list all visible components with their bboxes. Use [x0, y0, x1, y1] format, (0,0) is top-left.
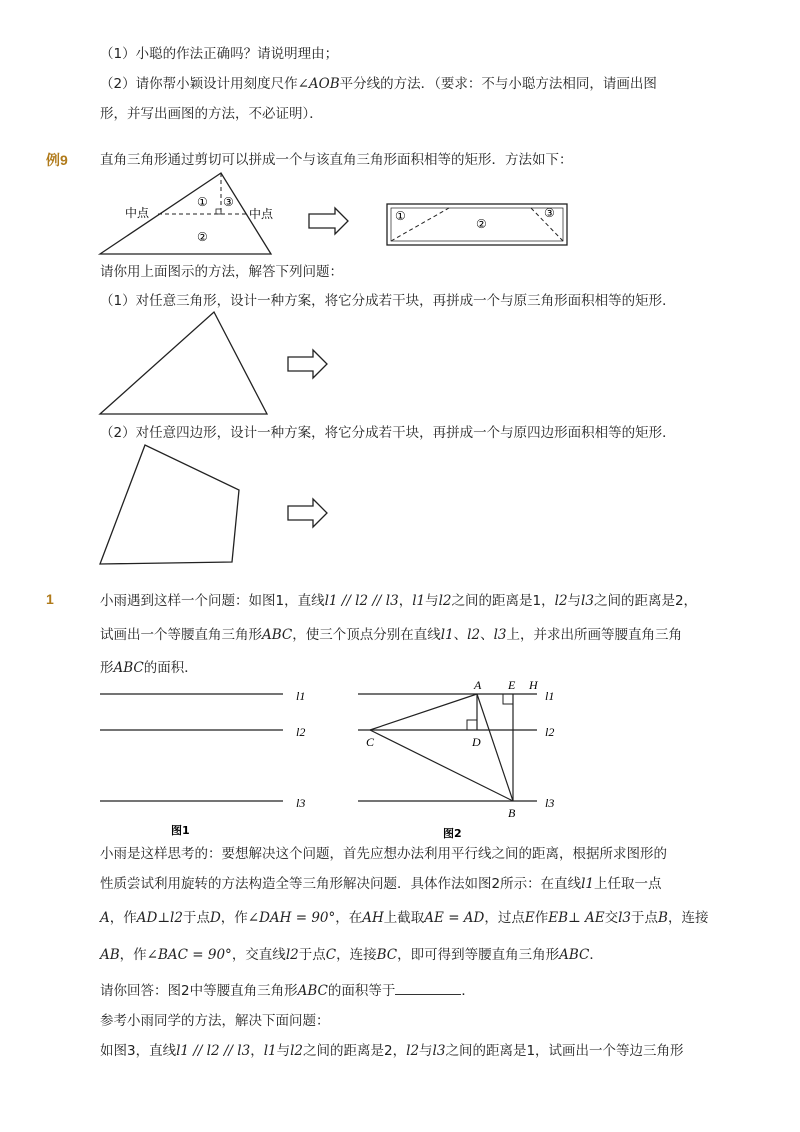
text: ，连接 [667, 910, 709, 926]
text: 形 [100, 660, 114, 676]
text: 试画出一个等腰直角三角形 [100, 627, 262, 643]
midpoint-left-label: 中点 [125, 206, 150, 220]
line-l2: l2 [290, 1043, 304, 1059]
point-e: E [524, 910, 535, 926]
text: 的面积等于 [327, 983, 396, 999]
text: ，作 [109, 910, 137, 926]
text: 与 [276, 1043, 291, 1059]
right-angle-mark-d [467, 720, 477, 730]
point-d: D [209, 910, 221, 926]
right-angle-mark-e [503, 694, 513, 704]
reference-line: 参考小雨同学的方法，解决下面问题： [100, 1013, 330, 1029]
text: 于点 [182, 910, 210, 926]
text: 之间的距离是1，试画出一个等边三角形 [445, 1043, 684, 1059]
point-h-label: H [529, 678, 538, 692]
example-9-label: 例9 [46, 152, 68, 168]
text: 于点 [298, 947, 326, 963]
line-l1: l1 [581, 876, 595, 892]
line-l2: l2 [285, 947, 299, 963]
q2-part-b: 平分线的方法．（要求：不与小聪方法相同，请画出图 [339, 76, 657, 92]
text: 的面积． [143, 660, 198, 676]
angle-bac: ∠BAC = 90° [146, 947, 232, 963]
text: 性质尝试利用旋转的方法构造全等三角形解决问题．具体作法如图2所示：在直线 [100, 876, 582, 892]
text: 交 [604, 910, 619, 926]
line-l3: l3 [432, 1043, 446, 1059]
text: ． [589, 947, 603, 963]
line-l3: l3 [581, 593, 594, 609]
q2-part-a: （2）请你帮小颖设计用刻度尺作 [100, 76, 298, 92]
label-l1: l1 [545, 689, 555, 703]
example-9-q2: （2）对任意四边形，设计一种方案，将它分成若干块，再拼成一个与原四边形面积相等的矩形． [100, 425, 676, 441]
explanation-line-4 [100, 945, 603, 965]
ad-perp: AD⊥ [136, 910, 171, 926]
text: 请你回答：图2中等腰直角三角形 [100, 983, 298, 999]
text: 之间的距离是2， [593, 593, 698, 609]
line-l2: l2 [170, 910, 183, 926]
triangle-abc: ABC [297, 983, 328, 999]
segment-ac [370, 694, 477, 730]
problem-1-label: 1 [46, 591, 54, 607]
figure-2-caption: 图2 [443, 827, 462, 840]
triangle-shape [100, 312, 267, 414]
segment-ab [477, 694, 513, 801]
segment-ab: AB [100, 947, 120, 963]
quadrilateral-shape [100, 445, 239, 564]
line-l3: l3 [493, 627, 507, 643]
text: ，在 [335, 910, 363, 926]
figure-1 [95, 680, 335, 840]
point-a-label: A [474, 678, 482, 692]
text: 于点 [631, 910, 659, 926]
label-l3: l3 [296, 796, 306, 810]
arrow-right-icon [309, 208, 348, 234]
parallel-relation: l1 // l2 // l3 [176, 1043, 251, 1059]
label-l3: l3 [545, 796, 555, 810]
figure-2 [350, 676, 590, 840]
line-l2: l2 [554, 593, 568, 609]
text: 与 [419, 1043, 433, 1059]
question-answer-line [100, 981, 475, 1001]
text: ，交直线 [231, 947, 286, 963]
text: 、 [453, 627, 468, 643]
example-9-intro: 直角三角形通过剪切可以拼成一个与该直角三角形面积相等的矩形．方法如下： [100, 152, 573, 168]
arbitrary-quadrilateral-figure [95, 440, 335, 570]
segment-bc [370, 730, 513, 801]
midpoint-right-label: 中点 [249, 207, 274, 221]
piece-1-label: ① [197, 195, 208, 209]
line-l2: l2 [438, 593, 452, 609]
parallel-relation: l1 // l2 // l3 [324, 593, 399, 609]
text: 之间的距离是1， [451, 593, 555, 609]
line-l2: l2 [467, 627, 481, 643]
text: ，过点 [484, 910, 525, 926]
label-l2: l2 [296, 725, 306, 739]
example-9-instruction: 请你用上面图示的方法，解答下列问题： [100, 264, 343, 280]
text: ，作 [119, 947, 147, 963]
line-l3: l3 [618, 910, 632, 926]
point-c: C [325, 947, 337, 963]
problem-1-line-3 [100, 658, 198, 678]
triangle-abc: ABC [113, 660, 144, 676]
point-b: B [658, 910, 668, 926]
angle-dah: ∠DAH = 90° [247, 910, 336, 926]
question-1-text: （1）小聪的作法正确吗？请说明理由； [100, 46, 339, 62]
text: ，连接 [336, 947, 377, 963]
line-l2: l2 [406, 1043, 420, 1059]
rect-piece-1-label: ① [395, 209, 406, 223]
text: 、 [480, 627, 494, 643]
text: 与 [425, 593, 439, 609]
point-e-label: E [508, 678, 516, 692]
point-c-label: C [366, 735, 375, 749]
rectangle-cut-figure [95, 168, 575, 264]
piece-3-label: ③ [223, 195, 234, 209]
point-b-label: B [508, 806, 516, 820]
text: 上，并求出所画等腰直角三角 [506, 627, 683, 643]
ray-ah: AH [362, 910, 384, 926]
text: ． [461, 983, 475, 999]
text: 之间的距离是2， [303, 1043, 407, 1059]
problem-1-line-2 [100, 625, 682, 645]
explanation-line-3 [100, 908, 708, 928]
question-2-text [100, 74, 657, 94]
piece-2-label: ② [197, 230, 208, 244]
answer-blank[interactable] [395, 982, 461, 995]
text: ， [250, 1043, 264, 1059]
text: 上截取 [383, 910, 425, 926]
triangle-abc: ABC [559, 947, 590, 963]
text: ，使三个顶点分别在直线 [292, 627, 441, 643]
explanation-line-1: 小雨是这样思考的：要想解决这个问题，首先应想办法利用平行线之间的距离，根据所求图形的 [100, 846, 667, 862]
figure-3-problem-line [100, 1041, 684, 1061]
eb-perp-ae: EB⊥ AE [548, 910, 605, 926]
text: 如图3，直线 [100, 1043, 177, 1059]
question-2-continued: 形，并写出画图的方法，不必证明）． [100, 106, 323, 122]
triangle-abc: ABC [262, 627, 293, 643]
point-d-label: D [472, 735, 481, 749]
arbitrary-triangle-figure [95, 308, 335, 418]
segment-bc: BC [376, 947, 398, 963]
arrow-right-icon [288, 499, 327, 527]
label-l2: l2 [545, 725, 555, 739]
ae-equals-ad: AE = AD [424, 910, 485, 926]
rect-piece-2-label: ② [476, 217, 487, 231]
explanation-line-2 [100, 874, 662, 894]
problem-1-line-1 [100, 591, 697, 611]
text: 小雨遇到这样一个问题：如图1，直线 [100, 593, 325, 609]
text: ，即可得到等腰直角三角形 [397, 947, 560, 963]
line-l1: l1 [412, 593, 426, 609]
arrow-right-icon [288, 350, 327, 378]
text: ， [398, 593, 413, 609]
text: ，作 [220, 910, 248, 926]
angle-aob: ∠AOB [297, 76, 340, 92]
point-a: A [100, 910, 110, 926]
line-l1: l1 [440, 627, 454, 643]
text: 上任取一点 [594, 876, 662, 892]
text: 与 [567, 593, 582, 609]
rect-piece-3-label: ③ [544, 206, 555, 220]
text: 作 [534, 910, 549, 926]
line-l1: l1 [263, 1043, 277, 1059]
figure-1-caption: 图1 [171, 824, 190, 837]
label-l1: l1 [296, 689, 306, 703]
example-9-q1: （1）对任意三角形，设计一种方案，将它分成若干块，再拼成一个与原三角形面积相等的矩形． [100, 293, 676, 309]
